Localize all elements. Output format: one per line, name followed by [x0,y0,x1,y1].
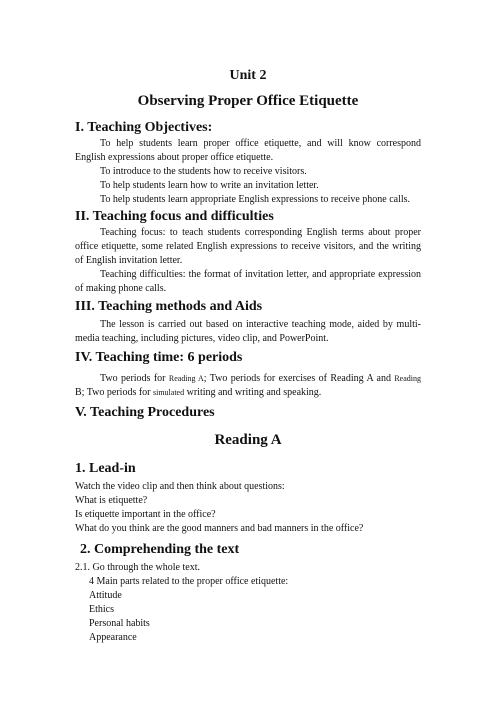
reading-a-heading: Reading A [214,432,282,448]
focus-heading: II. Teaching focus and difficulties [75,209,274,224]
focus-text: Teaching focus: to teach students corresponding English terms about proper office etiquette, some related English expressions to receive visitors, and the writing of English invitation letter. [75,227,421,266]
objectives-intro: To help students learn proper office etiquette, and will know correspond English expressions about proper office etiquette. [75,138,421,163]
leadin-line: What do you think are the good manners and bad manners in the office? [75,523,364,534]
part-item: Ethics [89,604,114,615]
comprehending-step: 2.1. Go through the whole text. [75,562,200,573]
methods-heading: III. Teaching methods and Aids [75,299,263,314]
time-heading: IV. Teaching time: 6 periods [75,350,243,365]
comprehending-heading: 2. Comprehending the text [80,542,240,557]
leadin-line: Watch the video clip and then think about questions: [75,481,285,492]
objective-item: To introduce to the students how to receive visitors. [100,166,307,177]
time-part4: writing and writing and speaking. [184,387,322,398]
objective-item: To help students learn appropriate English expressions to receive phone calls. [100,194,411,205]
time-part2-small: Reading [394,374,422,383]
time-part3-small: simulated [153,388,185,397]
leadin-heading: 1. Lead-in [75,461,136,476]
part-item: Appearance [89,632,137,643]
methods-text: The lesson is carried out based on interactive teaching mode, aided by multi-media teaching, including pictures, video clip, and PowerPoint. [75,319,421,344]
part-item: Attitude [89,590,122,601]
objectives-heading: I. Teaching Objectives: [75,120,213,135]
parts-intro: 4 Main parts related to the proper office etiquette: [89,576,289,587]
time-part1-small: Reading A [168,374,204,383]
objective-item: To help students learn how to write an invitation letter. [100,180,319,191]
part-item: Personal habits [89,618,150,629]
time-part2: ; Two periods for exercises of Reading A and [203,373,395,384]
procedures-heading: V. Teaching Procedures [75,405,215,420]
time-text [75,372,421,400]
document-title: Observing Proper Office Etiquette [137,93,359,109]
difficulties-text: Teaching difficulties: the format of invitation letter, and appropriate expression of making phone calls. [75,269,421,294]
leadin-line: What is etiquette? [75,495,148,506]
leadin-line: Is etiquette important in the office? [75,509,216,520]
time-part3: B; Two periods for [75,387,153,398]
unit-label: Unit 2 [229,68,267,83]
time-part1: Two periods for [100,373,169,384]
